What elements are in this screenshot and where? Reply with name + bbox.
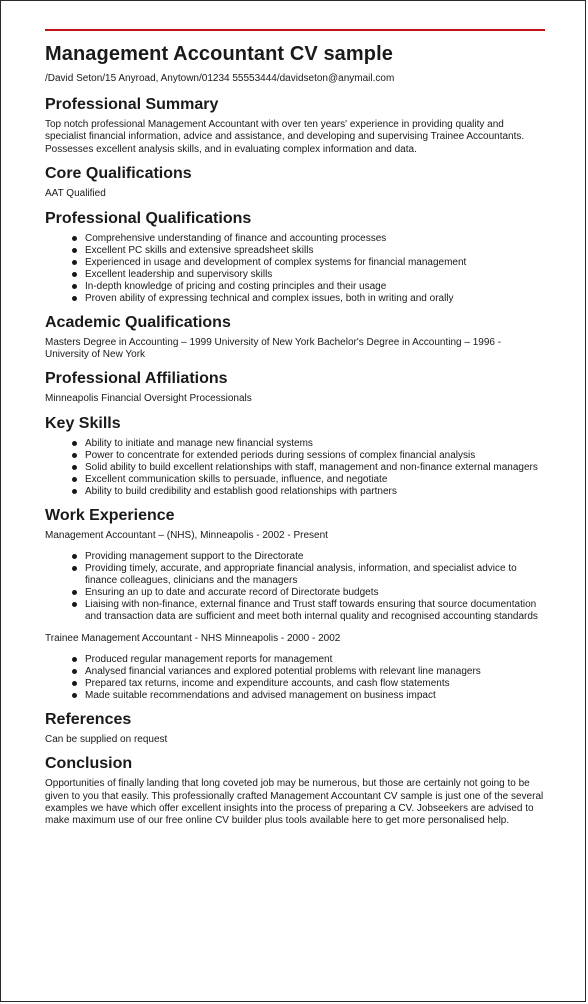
section-heading: Conclusion	[45, 755, 133, 773]
qualifications-list	[45, 233, 545, 305]
section-professional-summary	[45, 91, 545, 156]
section-heading: References	[45, 710, 132, 728]
list-item: Providing timely, accurate, and appropriate financial analysis, information, and specialist advice to finance colleagues, clinicians and the managers	[85, 563, 545, 587]
list-item: Ability to initiate and manage new financial systems	[85, 438, 545, 450]
affiliations-text: Minneapolis Financial Oversight Processionals	[45, 393, 252, 405]
section-professional-affiliations	[45, 365, 545, 405]
section-heading: Professional Qualifications	[45, 209, 252, 227]
section-heading: Professional Summary	[45, 96, 219, 113]
list-item: In-depth knowledge of pricing and costing principles and their usage	[85, 281, 545, 293]
job-title: Trainee Management Accountant - NHS Minneapolis - 2000 - 2002	[45, 632, 341, 644]
list-item: Solid ability to build excellent relationships with staff, management and non-finance external managers	[85, 462, 545, 474]
list-item: Liaising with non-finance, external finance and Trust staff towards ensuring that source documentation and transaction data are sufficient and meet both internal quality and recognised accounting standards	[85, 599, 545, 623]
references-text: Can be supplied on request	[45, 733, 168, 745]
list-item: Ability to build credibility and establish good relationships with partners	[85, 486, 545, 498]
list-item: Proven ability of expressing technical and complex issues, both in writing and orally	[85, 293, 545, 305]
section-academic-qualifications	[45, 309, 545, 362]
contact-line: /David Seton/15 Anyroad, Anytown/01234 55553444/davidseton@anymail.com	[45, 73, 395, 84]
list-item: Excellent leadership and supervisory skills	[85, 269, 545, 281]
list-item: Excellent communication skills to persuade, influence, and negotiate	[85, 474, 545, 486]
list-item: Ensuring an up to date and accurate record of Directorate budgets	[85, 587, 545, 599]
list-item: Produced regular management reports for management	[85, 654, 545, 666]
top-accent-rule	[45, 29, 545, 31]
job-title: Management Accountant – (NHS), Minneapolis - 2002 - Present	[45, 529, 328, 541]
conclusion-text: Opportunities of finally landing that long coveted job may be numerous, but those are certainly not going to be given to you that easily. This professionally crafted Management Accountant CV sample is just one of the several examples we have which offer excellent insights into the process of preparing a CV. Jobseekers are advised to make maximum use of our free online CV builder plus tools available here to get more personalised help.	[45, 778, 544, 827]
list-item: Prepared tax returns, income and expenditure accounts, and cash flow statements	[85, 678, 545, 690]
section-heading: Core Qualifications	[45, 165, 192, 183]
section-professional-qualifications	[45, 205, 545, 305]
academic-text: Masters Degree in Accounting – 1999 University of New York Bachelor's Degree in Accounting – 1996 - University of New York	[45, 336, 502, 361]
job-duties-list	[45, 551, 545, 623]
list-item: Analysed financial variances and explored potential problems with relevant line managers	[85, 666, 545, 678]
section-references	[45, 706, 545, 746]
list-item: Made suitable recommendations and advised management on business impact	[85, 690, 545, 702]
skills-list	[45, 438, 545, 498]
section-work-experience	[45, 502, 545, 702]
section-key-skills	[45, 410, 545, 498]
list-item: Power to concentrate for extended periods during sessions of complex financial analysis	[85, 450, 545, 462]
section-heading: Professional Affiliations	[45, 370, 228, 388]
core-text: AAT Qualified	[45, 188, 106, 200]
summary-text: Top notch professional Management Accountant with over ten years' experience in providing quality and specialist financial information, advice and assistance, and developing and supervising Trainee Accountants. Possesses excellent analysis skills, and in evaluating complex information and data.	[45, 119, 525, 155]
section-heading: Academic Qualifications	[45, 313, 231, 331]
list-item: Excellent PC skills and extensive spreadsheet skills	[85, 245, 545, 257]
list-item: Experienced in usage and development of complex systems for financial management	[85, 257, 545, 269]
section-core-qualifications	[45, 160, 545, 200]
list-item: Providing management support to the Directorate	[85, 551, 545, 563]
section-heading: Work Experience	[45, 506, 175, 524]
section-heading: Key Skills	[45, 414, 121, 432]
job-duties-list	[45, 654, 545, 702]
cv-title: Management Accountant CV sample	[45, 43, 393, 65]
list-item: Comprehensive understanding of finance and accounting processes	[85, 233, 545, 245]
section-conclusion	[45, 750, 545, 828]
